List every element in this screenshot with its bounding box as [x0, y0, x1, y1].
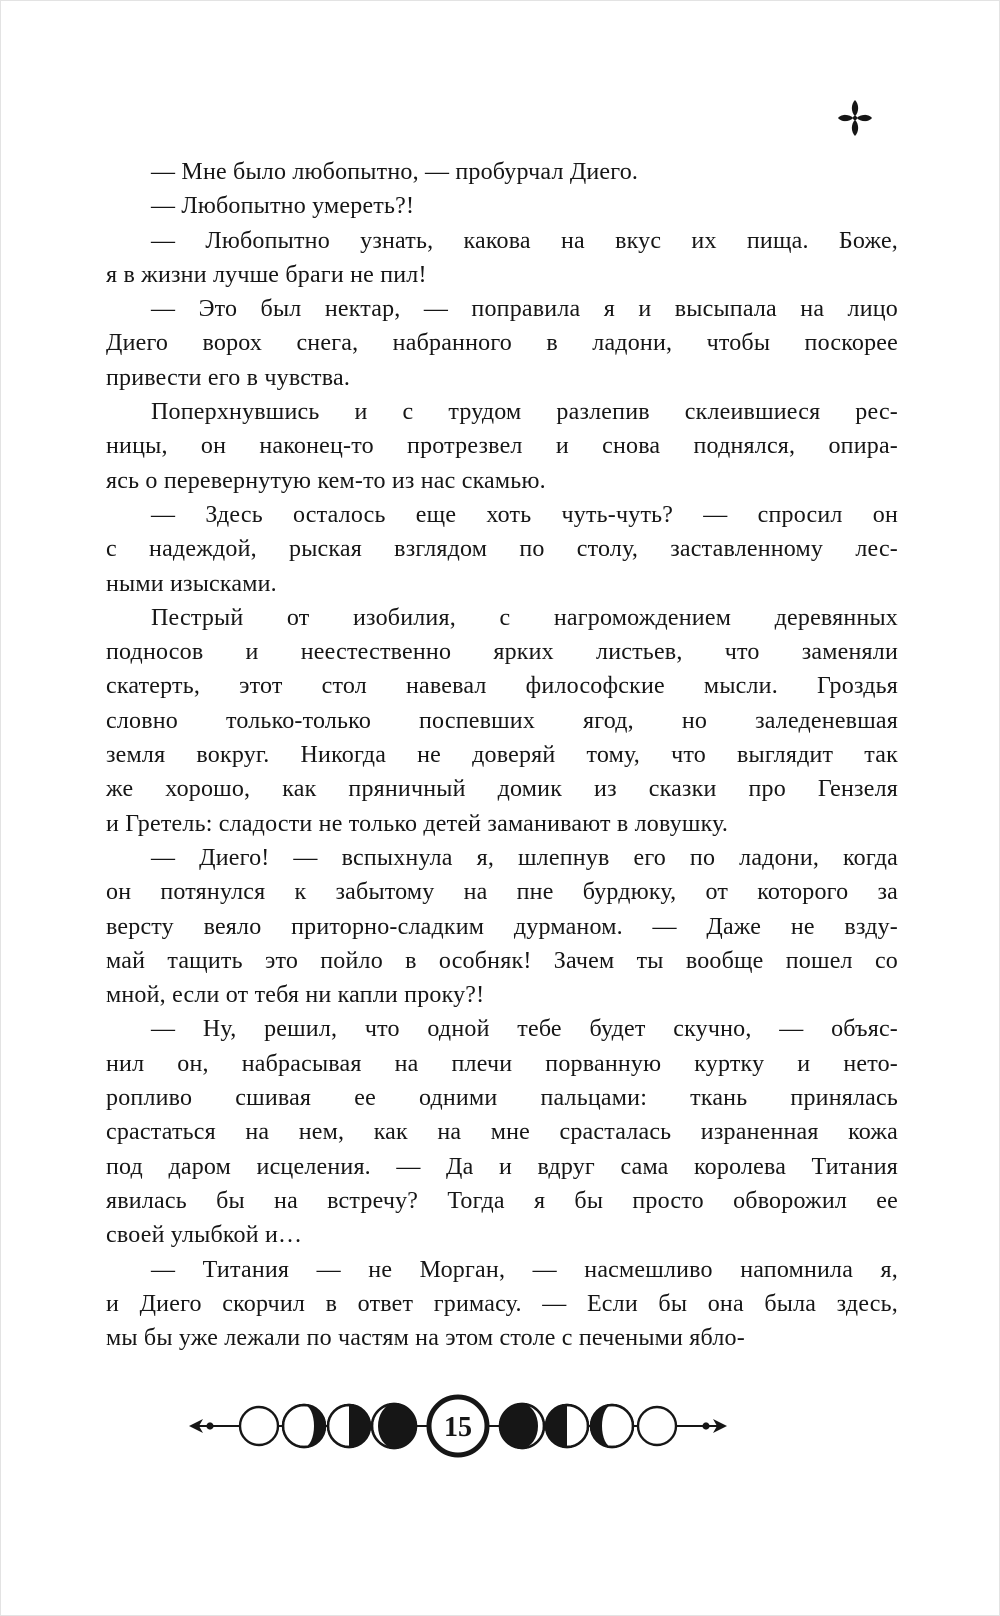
text-line: ясь о перевернутую кем-то из нас скамью.: [106, 467, 546, 494]
cross-fleuron-icon: [837, 99, 873, 137]
moon-phases-ornament: [188, 1384, 728, 1468]
paragraph: [106, 498, 898, 601]
text-line: Диего ворох снега, набранного в ладони, чтобы поскорее: [106, 330, 898, 357]
paragraph: [106, 1012, 898, 1252]
paragraph: [106, 224, 898, 293]
text-line: — Мне было любопытно, — пробурчал Диего.: [151, 159, 639, 185]
text-line: ницы, он наконец-то протрезвел и снова поднялся, опира-: [106, 433, 898, 460]
text-line: он потянулся к забытому на пне бурдюку, от которого за: [106, 879, 898, 906]
text-line: — Здесь осталось еще хоть чуть-чуть? — спросил он: [151, 501, 898, 528]
text-line: словно только-только поспевших ягод, но заледеневшая: [106, 707, 898, 734]
moon-new-icon: [240, 1407, 278, 1445]
moon-new-icon: [638, 1407, 676, 1445]
text-line: — Титания — не Морган, — насмешливо напомнила я,: [151, 1256, 898, 1283]
text-line: — Любопытно узнать, какова на вкус их пища. Боже,: [151, 227, 898, 254]
text-line: подносов и неестественно ярких листьев, что заменяли: [106, 639, 898, 666]
text-line: версту веяло приторно-сладким дурманом. — Даже не взду-: [106, 913, 898, 940]
paragraph: [106, 601, 898, 841]
text-line: нил он, набрасывая на плечи порванную куртку и нето-: [106, 1050, 898, 1077]
text-line: ными изысками.: [106, 570, 277, 597]
moon-gibbous-icon: [372, 1404, 416, 1448]
text-line: срастаться на нем, как на мне срасталась израненная кожа: [106, 1119, 898, 1146]
moon-half-icon: [328, 1405, 370, 1447]
paragraph: [106, 292, 898, 395]
text-line: Пестрый от изобилия, с нагромождением деревянных: [151, 604, 898, 631]
text-line: — Ну, решил, что одной тебе будет скучно, — объяс-: [151, 1016, 898, 1043]
text-line: мной, если от тебя ни капли проку?!: [106, 982, 485, 1009]
paragraph: [106, 395, 898, 498]
text-line: мы бы уже лежали по частям на этом столе с печеными ябло-: [106, 1325, 745, 1352]
text-line: же хорошо, как пряничный домик из сказки про Гензеля: [106, 776, 898, 803]
text-line: Поперхнувшись и с трудом разлепив склеившиеся рес-: [151, 399, 898, 426]
moon-gibbous-icon: [500, 1404, 544, 1448]
paragraph: [106, 155, 898, 189]
moon-half-icon: [546, 1405, 588, 1447]
text-line: явилась бы на встречу? Тогда я бы просто обворожил ее: [106, 1187, 898, 1214]
moon-crescent-icon: [591, 1405, 633, 1447]
paragraph: [106, 189, 898, 223]
text-line: я в жизни лучше браги не пил!: [106, 261, 427, 288]
text-line: ропливо сшивая ее одними пальцами: ткань принялась: [106, 1085, 898, 1112]
text-line: — Любопытно умереть?!: [151, 193, 415, 220]
page-number: 15: [444, 1412, 472, 1443]
page-text: [106, 155, 898, 1355]
text-line: привести его в чувства.: [106, 364, 351, 391]
text-line: земля вокруг. Никогда не доверяй тому, что выглядит так: [106, 742, 898, 769]
text-line: — Диего! — вспыхнула я, шлепнув его по ладони, когда: [151, 844, 898, 871]
text-line: — Это был нектар, — поправила я и высыпала на лицо: [151, 296, 898, 323]
text-line: и Гретель: сладости не только детей заманивают в ловушку.: [106, 810, 729, 837]
text-line: с надеждой, рыская взглядом по столу, заставленному лес-: [106, 536, 898, 563]
text-line: и Диего скорчил в ответ гримасу. — Если бы она была здесь,: [106, 1290, 898, 1317]
text-line: своей улыбкой и…: [106, 1222, 303, 1249]
moon-crescent-icon: [283, 1405, 325, 1447]
text-line: май тащить это пойло в особняк! Зачем ты вообще пошел со: [106, 947, 898, 974]
text-line: скатерть, этот стол навевал философские мысли. Гроздья: [106, 673, 898, 700]
paragraph: [106, 1253, 898, 1356]
page-number-medallion: [429, 1397, 487, 1455]
text-line: под даром исцеления. — Да и вдруг сама королева Титания: [106, 1153, 898, 1180]
paragraph: [106, 841, 898, 1012]
